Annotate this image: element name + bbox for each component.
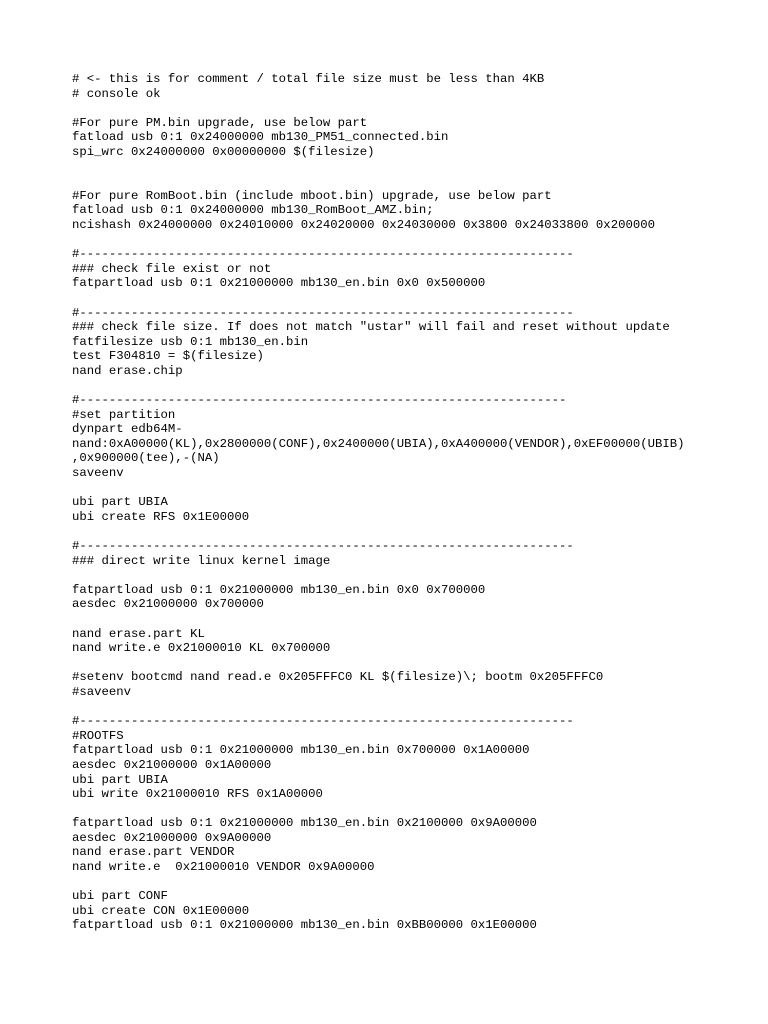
command-line: ubi part CONF: [72, 889, 168, 904]
command-line: nand:0xA00000(KL),0x2800000(CONF),0x2400000(UBIA),0xA400000(VENDOR),0xEF00000(UBIB): [72, 436, 685, 451]
command-line: spi_wrc 0x24000000 0x00000000 $(filesize): [72, 144, 375, 159]
comment-line: # console ok: [72, 86, 161, 101]
command-line: dynpart edb64M-: [72, 422, 183, 437]
command-line: ubi create RFS 0x1E00000: [72, 509, 250, 524]
command-line: test F304810 = $(filesize): [72, 349, 264, 364]
separator-line: #-------------------------------------------------------------------: [72, 714, 574, 729]
command-line: fatpartload usb 0:1 0x21000000 mb130_en.bin 0x0 0x700000: [72, 582, 486, 597]
command-line: fatpartload usb 0:1 0x21000000 mb130_en.bin 0x0 0x500000: [72, 276, 486, 291]
separator-line: #-------------------------------------------------------------------: [72, 539, 574, 553]
command-line: nand erase.part VENDOR: [72, 845, 235, 860]
blank-line: [72, 160, 762, 175]
command-line: fatpartload usb 0:1 0x21000000 mb130_en.bin 0x2100000 0x9A00000: [72, 816, 537, 831]
command-line: fatload usb 0:1 0x24000000 mb130_RomBoot_AMZ.bin;: [72, 203, 434, 218]
comment-line: #setenv bootcmd nand read.e 0x205FFFC0 KL $(filesize)\; bootm 0x205FFFC0: [72, 670, 604, 685]
blank-line: [72, 656, 762, 671]
command-line: ubi create CON 0x1E00000: [72, 903, 250, 918]
blank-line: [72, 378, 762, 393]
section-heading: ### direct write linux kernel image: [72, 553, 331, 568]
blank-line: [72, 802, 762, 817]
command-line: fatpartload usb 0:1 0x21000000 mb130_en.bin 0x700000 0x1A00000: [72, 743, 530, 758]
command-line: fatload usb 0:1 0x24000000 mb130_PM51_connected.bin: [72, 130, 449, 145]
command-line: nand write.e 0x21000010 VENDOR 0x9A00000: [72, 860, 375, 875]
command-line: aesdec 0x21000000 0x9A00000: [72, 830, 272, 845]
command-line: fatfilesize usb 0:1 mb130_en.bin: [72, 334, 309, 349]
command-line: fatpartload usb 0:1 0x21000000 mb130_en.bin 0xBB00000 0x1E00000: [72, 918, 537, 933]
command-line: ubi part UBIA: [72, 772, 168, 787]
section-heading: ### check file size. If does not match "ustar" will fail and reset without update: [72, 320, 670, 335]
blank-line: [72, 233, 762, 248]
blank-line: [72, 612, 762, 627]
section-heading: ### check file exist or not: [72, 261, 272, 276]
command-line: ubi part UBIA: [72, 495, 168, 510]
comment-line: #saveenv: [72, 684, 132, 699]
separator-line: #------------------------------------------------------------------: [72, 393, 567, 408]
command-line: nand erase.part KL: [72, 626, 205, 641]
script-document: [72, 72, 762, 933]
command-line: nand erase.chip: [72, 363, 183, 378]
command-line: saveenv: [72, 466, 124, 481]
command-line: nand write.e 0x21000010 KL 0x700000: [72, 641, 331, 656]
blank-line: [72, 700, 762, 715]
command-line: ,0x900000(tee),-(NA): [72, 451, 220, 466]
blank-line: [72, 875, 762, 890]
blank-line: [72, 174, 762, 189]
separator-line: #-------------------------------------------------------------------: [72, 305, 574, 320]
blank-line: [72, 481, 762, 496]
blank-line: [72, 568, 762, 583]
comment-line: #For pure RomBoot.bin (include mboot.bin) upgrade, use below part: [72, 188, 552, 203]
blank-line: [72, 101, 762, 116]
blank-line: [72, 291, 762, 306]
command-line: ncishash 0x24000000 0x24010000 0x24020000 0x24030000 0x3800 0x24033800 0x200000: [72, 217, 655, 232]
command-line: ubi write 0x21000010 RFS 0x1A00000: [72, 787, 323, 802]
comment-line: #set partition: [72, 407, 176, 422]
comment-line: #For pure PM.bin upgrade, use below part: [72, 115, 368, 130]
blank-line: [72, 524, 762, 539]
command-line: aesdec 0x21000000 0x1A00000: [72, 757, 272, 772]
comment-line: #ROOTFS: [72, 728, 124, 743]
comment-line: # <- this is for comment / total file size must be less than 4KB: [72, 72, 545, 86]
separator-line: #-------------------------------------------------------------------: [72, 247, 574, 262]
command-line: aesdec 0x21000000 0x700000: [72, 597, 264, 612]
